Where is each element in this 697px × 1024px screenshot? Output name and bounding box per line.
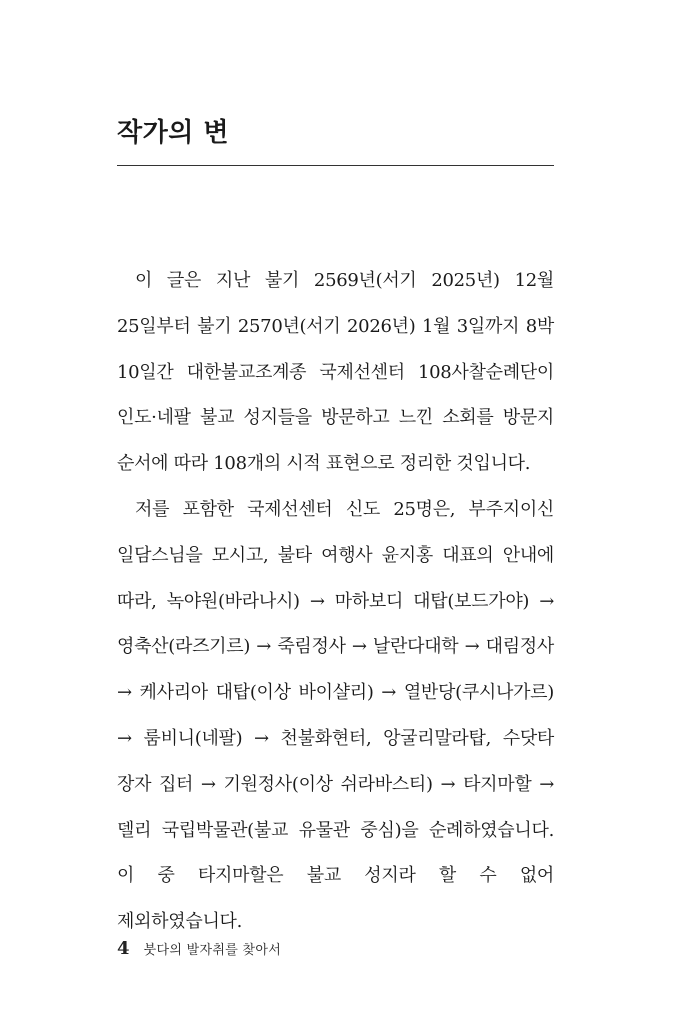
page-footer bbox=[117, 938, 281, 959]
page-number: 4 bbox=[117, 938, 130, 959]
paragraph-1: 이 글은 지난 불기 2569년(서기 2025년) 12월 25일부터 불기 2570년(서기 2026년) 1월 3일까지 8박 10일간 대한불교조계종 국제선센터 108사찰순례단이 인도·네팔 불교 성지들을 방문하고 느낀 소회를 방문지 순서에 따라 108개의 시적 표현으로 정리한 것입니다. bbox=[117, 270, 554, 475]
running-title: 붓다의 발자취를 찾아서 bbox=[143, 943, 282, 958]
title-divider bbox=[117, 165, 554, 166]
body-text bbox=[117, 258, 554, 945]
paragraph-2: 저를 포함한 국제선센터 신도 25명은, 부주지이신 일담스님을 모시고, 불타 여행사 윤지홍 대표의 안내에 따라, 녹야원(바라나시) → 마하보디 대탑(보드가야) → 영축산(라즈기르) → 죽림정사 → 날란다대학 → 대림정사 → 케사리아 대탑(이상 바이샬리) → 열반당(쿠시나가르) → 룸비니(네팔) → 천불화현터, 앙굴리말라탑, 수닷타 장자 집터 → 기원정사(이상 쉬라바스티) → 타지마할 → 델리 국립박물관(불교 유물관 중심)을 순례하였습니다. 이 중 타지마할은 불교 성지라 할 수 없어 제외하였습니다. bbox=[117, 498, 554, 933]
page-title: 작가의 변 bbox=[117, 118, 230, 148]
